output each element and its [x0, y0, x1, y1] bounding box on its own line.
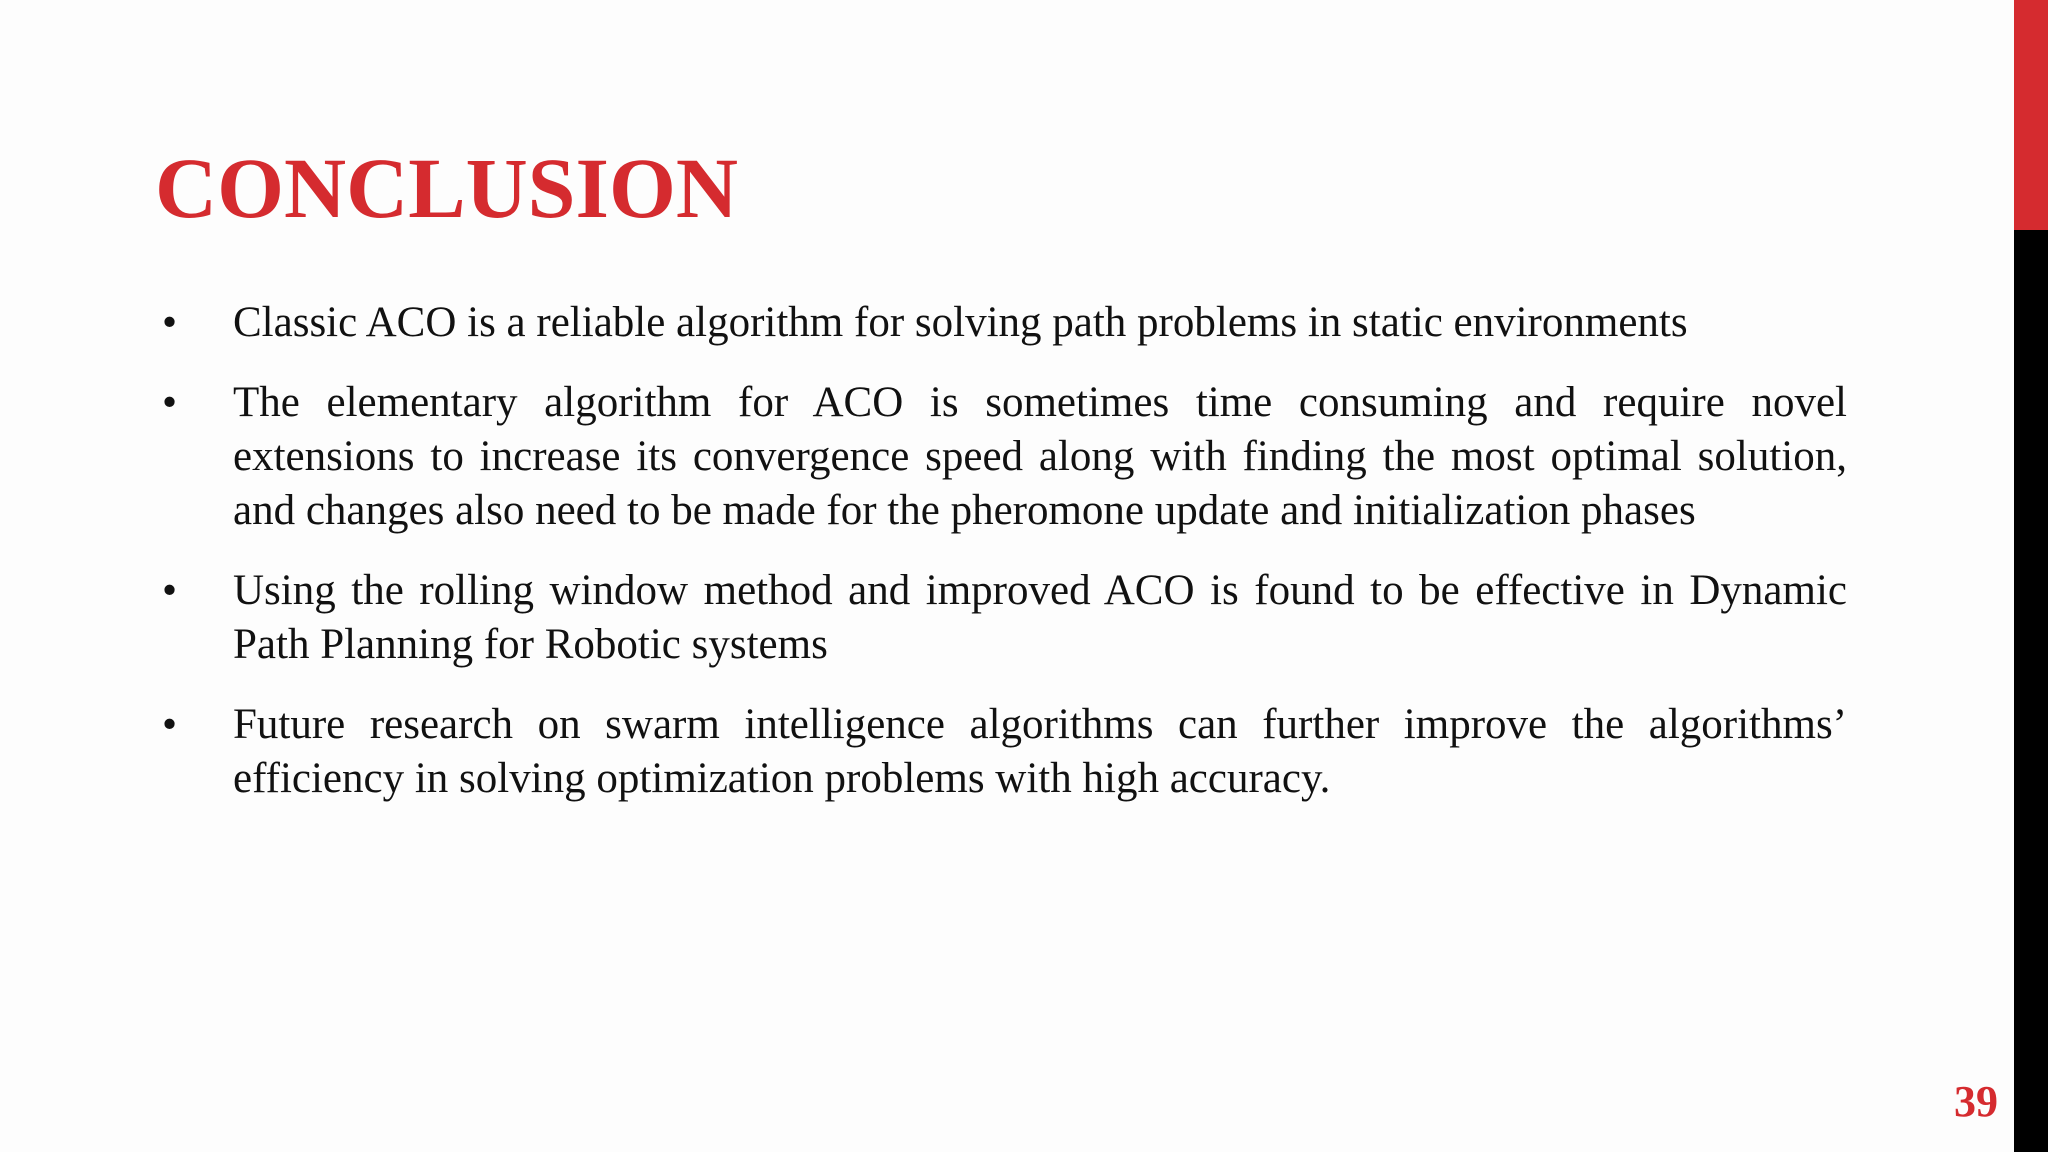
bullet-text: Using the rolling window method and improved ACO is found to be effective in Dynamic Path Planning for Robotic systems [233, 567, 1847, 668]
slide-title: CONCLUSION [155, 140, 738, 236]
bullet-text: Classic ACO is a reliable algorithm for solving path problems in static environments [233, 299, 1688, 346]
bullet-text: The elementary algorithm for ACO is sometimes time consuming and require novel extensions to increase its convergence speed along with finding the most optimal solution, and changes also need to be made for the pheromone update and initialization phases [233, 379, 1847, 534]
sidebar-accent-black [2014, 230, 2048, 1152]
bullet-text: Future research on swarm intelligence algorithms can further improve the algorithms’ efficiency in solving optimization problems with high accuracy. [233, 701, 1847, 802]
bullet-icon: • [162, 701, 178, 748]
bullet-icon: • [162, 567, 178, 614]
sidebar-accent-red [2014, 0, 2048, 230]
bullet-item [162, 564, 1847, 672]
bullet-list [162, 296, 1847, 832]
bullet-icon: • [162, 379, 178, 426]
bullet-item [162, 376, 1847, 538]
bullet-icon: • [162, 299, 178, 346]
page-number: 39 [1954, 1077, 1998, 1126]
bullet-item [162, 296, 1847, 350]
bullet-item [162, 698, 1847, 806]
